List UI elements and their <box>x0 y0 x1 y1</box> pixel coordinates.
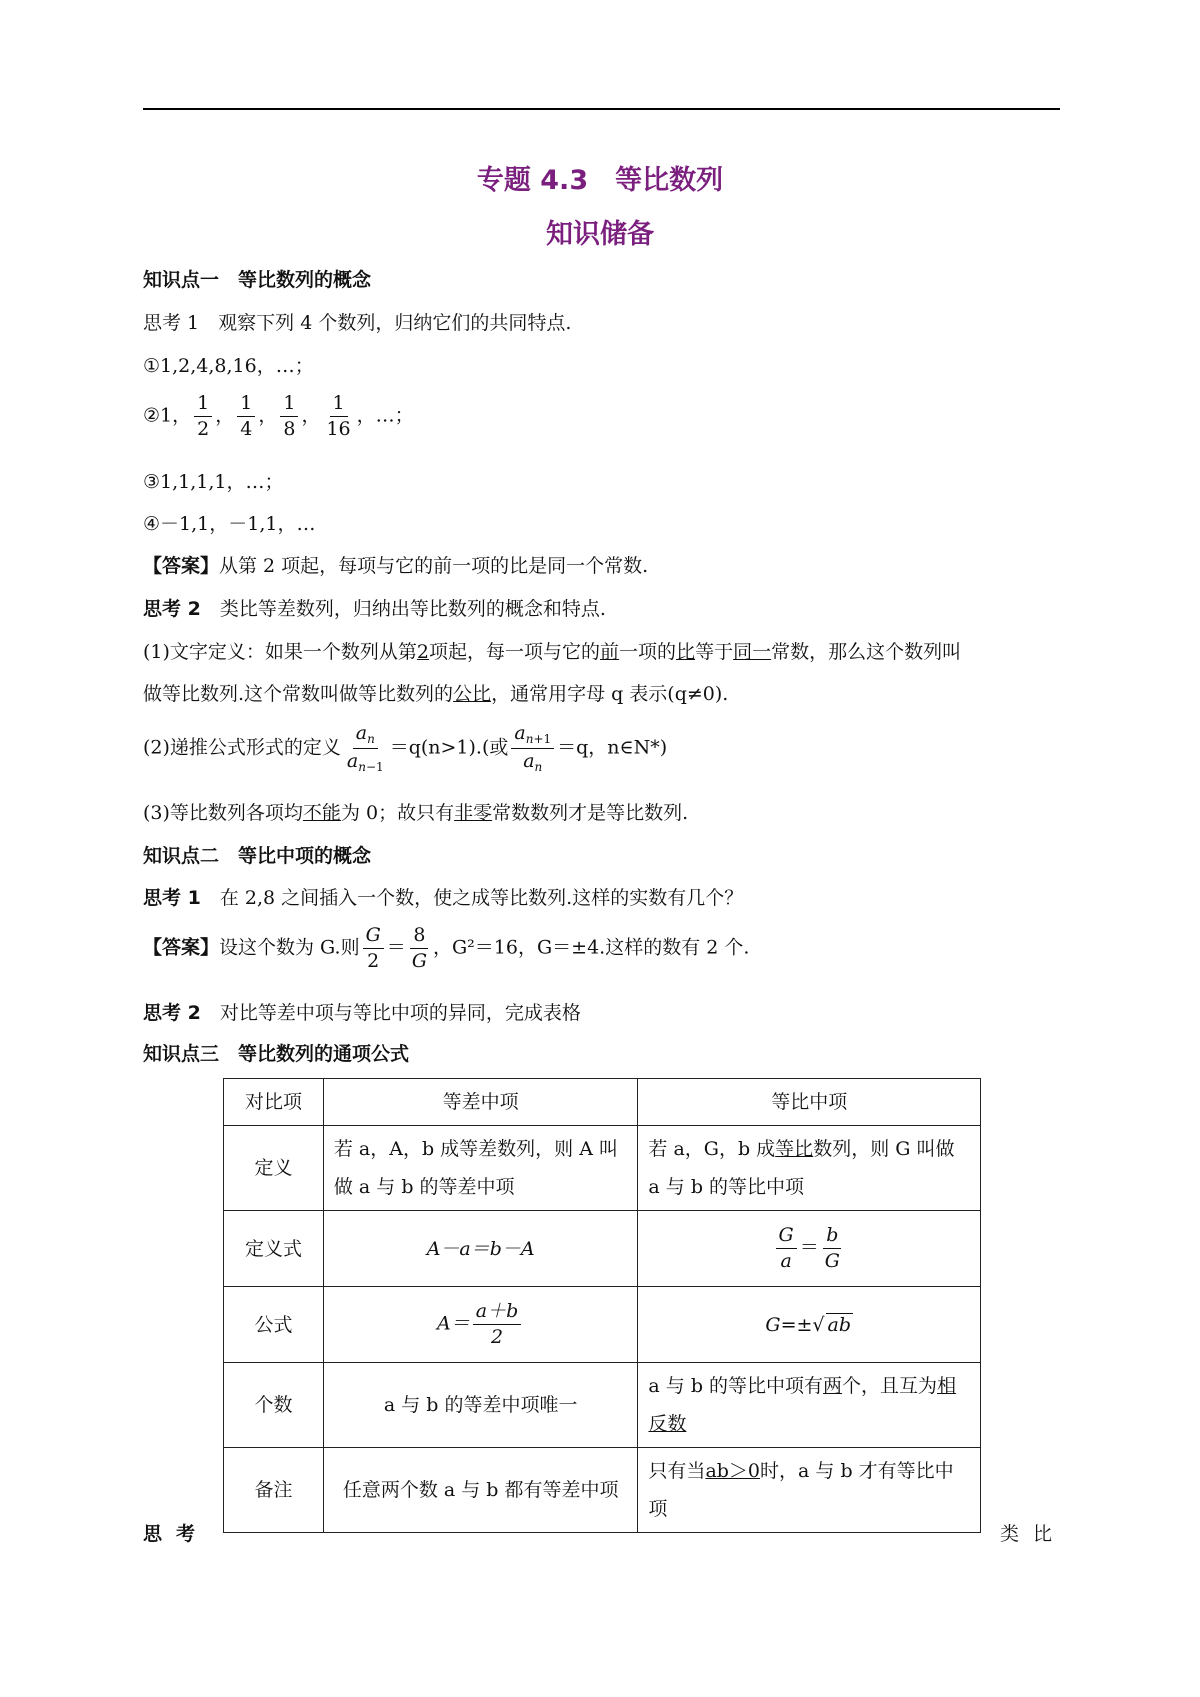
answer-label: 【答案】 <box>143 555 220 577</box>
kp1-think1 <box>143 310 571 336</box>
kp1-think2 <box>143 596 606 622</box>
kp2-think2: 思考 2 对比等差中项与等比中项的异同，完成表格 <box>143 1002 581 1024</box>
kp1-think1-label: 思考 1 <box>143 312 200 334</box>
seq2-frac-1: $\frac{1}{2}$ <box>194 393 212 440</box>
def3-line: (3)等比数列各项均不能为 0；故只有非零常数数列才是等比数列. <box>143 802 689 824</box>
table-header-row <box>224 1079 981 1126</box>
footer-left-text: 思考 <box>143 1523 210 1545</box>
kp1-think2-label: 思考 2 <box>143 598 201 620</box>
page-subtitle: 知识储备 <box>546 219 654 250</box>
def1-line2: 做等比数列.这个常数叫做等比数列的公比，通常用字母 q 表示(q≠0). <box>143 683 729 705</box>
seq2-suffix: ，…； <box>356 404 414 427</box>
kp1-seq1: ①1,2,4,8,16，…； <box>143 355 314 377</box>
answer-frac-2: $\frac{8}{G}$ <box>411 924 427 972</box>
seq2-frac-3: $\frac{1}{8}$ <box>280 393 298 440</box>
kp2-answer: 【答案】设这个数为 G.则 $\frac{G}{2}$ ＝ $\frac{8}{G}$ ，G²＝16，G＝±4.这样的数有 2 个. <box>143 924 750 972</box>
seq2-frac-4: $\frac{1}{16}$ <box>326 392 351 440</box>
kp2-heading: 知识点二 等比中项的概念 <box>143 845 372 867</box>
table-header: 等比中项 <box>638 1079 981 1126</box>
kp1-think2-text: 类比等差数列，归纳出等比数列的概念和特点. <box>219 598 606 620</box>
seq2-prefix: ②1， <box>143 404 192 427</box>
kp1-heading: 知识点一 等比数列的概念 <box>143 269 372 291</box>
kp1-answer <box>143 553 648 579</box>
seq2-frac-2: $\frac{1}{4}$ <box>237 393 255 440</box>
table-row: 定义 若 a，A，b 成等差数列，则 A 叫做 a 与 b 的等差中项 若 a，G，b 成等比数列，则 G 叫做 a 与 b 的等比中项 <box>224 1126 981 1211</box>
def1-line1: (1)文字定义：如果一个数列从第2项起，每一项与它的前一项的比等于同一常数，那么这个数列叫 <box>143 641 962 663</box>
kp1-think1-text: 观察下列 4 个数列，归纳它们的共同特点. <box>218 312 572 334</box>
kp1-seq2: ②1， $\frac{1}{2}$ ， $\frac{1}{4}$ ， $\frac{1}{8}$ ， $\frac{1}{16}$ ，…； <box>143 392 414 440</box>
table-row: 个数 a 与 b 的等差中项唯一 a 与 b 的等比中项有两个，且互为相反数 <box>224 1363 981 1448</box>
kp3-heading: 知识点三 等比数列的通项公式 <box>143 1043 410 1065</box>
comparison-table <box>223 1078 981 1533</box>
recurrence-frac-2: $\frac{a_{n+1}}{a_n}$ <box>511 723 554 774</box>
table-header: 等差中项 <box>323 1079 638 1126</box>
kp1-seq3: ③1,1,1,1，…； <box>143 471 284 493</box>
answer-text: 从第 2 项起，每项与它的前一项的比是同一个常数. <box>219 555 649 577</box>
table-row: 定义式 A－a＝b－A $\frac{G}{a}$ ＝ $\frac{b}{G}$ <box>224 1211 981 1287</box>
header-rule <box>143 108 1060 110</box>
table-row: 公式 A＝ $\frac{a+b}{2}$ G=±√ ab <box>224 1287 981 1363</box>
answer-frac-1: $\frac{G}{2}$ <box>363 925 384 972</box>
footer-right-text: 类比 <box>1000 1523 1067 1545</box>
geo-mean-formula: G=±√ ab <box>638 1287 981 1363</box>
kp2-think1: 思考 1 在 2,8 之间插入一个数，使之成等比数列.这样的实数有几个？ <box>143 887 744 909</box>
table-row: 备注 任意两个数 a 与 b 都有等差中项 只有当ab＞0时，a 与 b 才有等比中项 <box>224 1448 981 1533</box>
geo-formula-cell: $\frac{G}{a}$ ＝ $\frac{b}{G}$ <box>638 1211 981 1287</box>
table-header: 对比项 <box>224 1079 324 1126</box>
recurrence-frac-1: $\frac{a_n}{a_{n-1}}$ <box>346 722 384 775</box>
kp1-seq4: ④－1,1，－1,1，… <box>143 513 316 535</box>
def2-line: (2)递推公式形式的定义 $\frac{a_n}{a_{n-1}}$ ＝q(n>1).(或 $\frac{a_{n+1}}{a_n}$ ＝q，n∈N*) <box>143 722 668 775</box>
page-title: 专题 4.3 等比数列 <box>476 165 724 196</box>
ar-mean-formula: A＝ $\frac{a+b}{2}$ <box>323 1287 638 1363</box>
